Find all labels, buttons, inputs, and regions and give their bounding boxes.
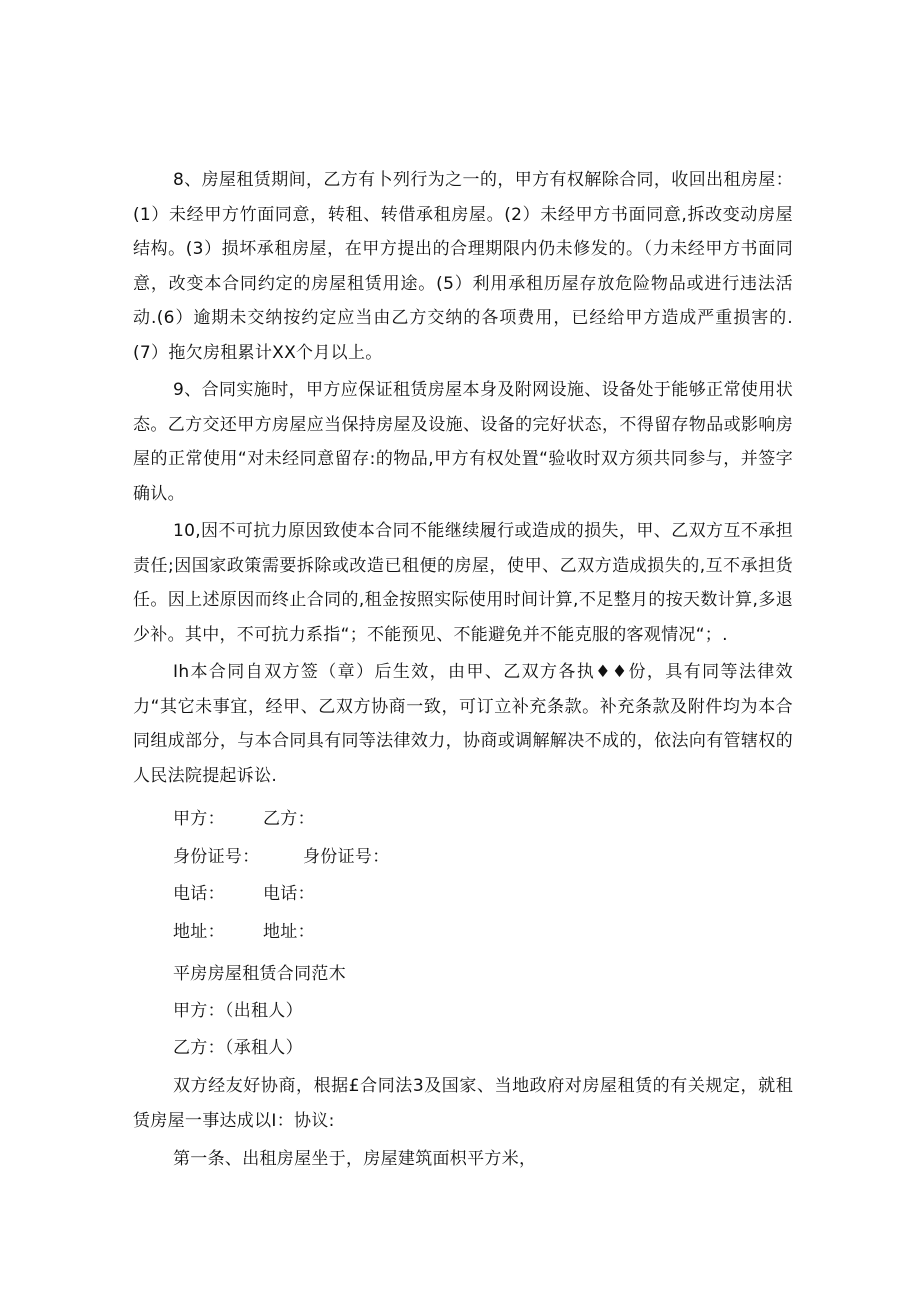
second-contract-intro: 双方经友好协商，根据£合同法3及国家、当地政府对房屋租赁的有关规定，就租赁房屋一事达成以I：协议: bbox=[133, 1076, 793, 1131]
document-body bbox=[133, 163, 793, 1177]
clause-9: 9、合同实施时，甲方应保证租赁房屋本身及附网设施、设备处于能够正常使用状态。乙方交还甲方房屋应当保持房屋及设施、设备的完好状态，不得留存物品或影响房屋的正常使用“对未经同意留存:的物品,甲方有权处置“验收时双方须共同参与，并签字确认。 bbox=[133, 380, 793, 504]
signature-address-row bbox=[133, 914, 793, 952]
address-b-label: 地址： bbox=[263, 921, 315, 942]
lessor-line: 甲方：（出租人） bbox=[173, 1001, 303, 1021]
second-contract-title: 平房房屋租赁合同范木 bbox=[173, 964, 346, 984]
party-b-label: 乙方： bbox=[263, 809, 315, 829]
clause-11: Ih本合同自双方签（章）后生效，由甲、乙双方各执♦♦份，具有同等法律效力“其它未事宜，经甲、乙双方协商一致，可订立补充条款。补充条款及附件均为本合同组成部分，与本合同具有同等法律效力，协商或调解解决不成的，依法向有管辖权的人民法院提起诉讼. bbox=[133, 662, 793, 786]
id-a-label: 身份证号： bbox=[173, 846, 260, 867]
phone-a-label: 电话： bbox=[173, 884, 225, 904]
address-a-label: 地址： bbox=[173, 921, 225, 942]
clause-10: 10,因不可抗力原因致使本合同不能继续履行或造成的损失，甲、乙双方互不承担责任;因国家政策需要拆除或改造已租便的房屋，使甲、乙双方造成损失的,互不承担货任。因上述原因而终止合同的,租金按照实际使用时间计算,不足整月的按天数计算,多退少补。其中，不可抗力系指“；不能预见、不能避免并不能克服的客观情况“；. bbox=[133, 521, 793, 645]
article-1: 第一条、出租房屋坐于，房屋建筑面枳平方米， bbox=[173, 1149, 537, 1169]
clause-8: 8、房屋租赁期间，乙方有卜列行为之一的，甲方有权解除合同，收回出租房屋：(1）未经甲方竹面同意，转租、转借承租房屋。(2）未经甲方书面同意,拆改变动房屋结构。(3）损坏承租房屋，在甲方提出的合理期限内仍未修发的。（力未经甲方书面同意，改变本合同约定的房屋租赁用途。(5）利用承租历屋存放危险物品或进行违法活动.(6）逾期未交纳按约定应当由乙方交纳的各项费用，已经给甲方造成严重损害的.(7）拖欠房租累计XX个月以上。 bbox=[133, 170, 793, 363]
phone-b-label: 电话： bbox=[263, 884, 315, 904]
signature-id-row bbox=[133, 839, 793, 877]
id-b-label: 身份证号： bbox=[303, 846, 390, 867]
party-a-label: 甲方： bbox=[173, 809, 225, 829]
signature-party-row bbox=[133, 801, 793, 839]
lessee-line: 乙方：（承租人） bbox=[173, 1038, 303, 1058]
signature-phone-row bbox=[133, 876, 793, 914]
